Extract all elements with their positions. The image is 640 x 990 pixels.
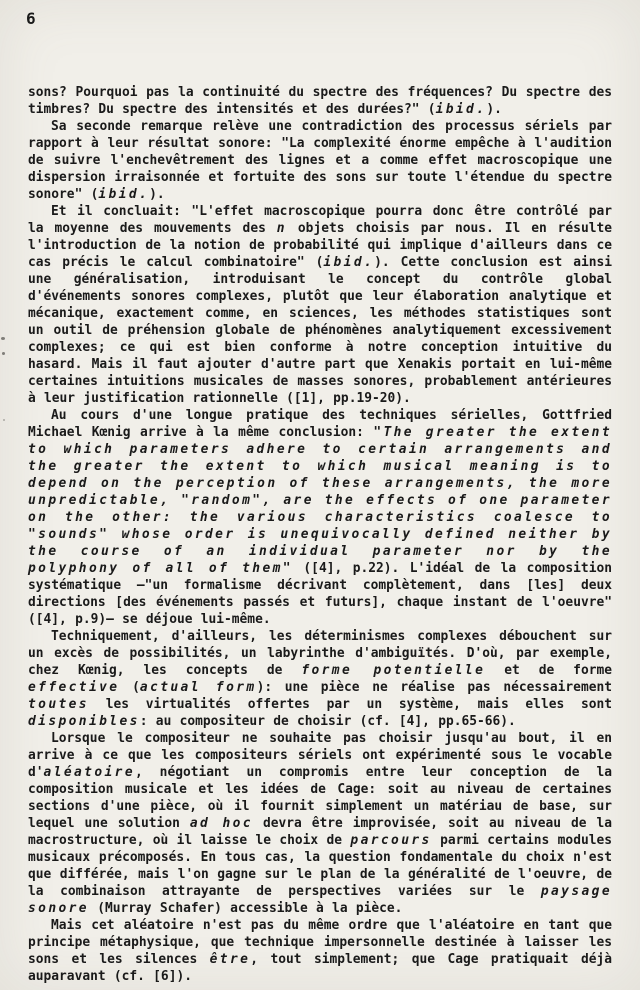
text-segment: , tout simplement; que Cage pratiquait déjà auparavant (cf. [6]). <box>28 952 612 984</box>
text-segment: ( <box>119 680 140 695</box>
italic-text-segment: paysage sonore <box>28 884 612 916</box>
italic-text-segment: disponibles <box>28 714 140 729</box>
italic-text-segment: actual form <box>139 680 257 695</box>
text-segment: ). <box>486 102 502 117</box>
paragraph <box>28 203 612 407</box>
page-text <box>28 84 612 985</box>
text-segment: devra être improvisée, soit au niveau de la macrostructure, où il laisse le choix de <box>28 816 613 848</box>
text-segment: ). <box>149 187 165 202</box>
scan-speck <box>2 352 5 355</box>
italic-text-segment: ibid. <box>98 187 150 202</box>
text-segment: ([4], p.22). L'idéal de la composition systématique —"un formalisme décrivant complètement, dans [les] deux directions [des événements passés et futurs], chaque instant de l'oeuvre" ([4], p.9)— se déjoue lui-même. <box>28 561 612 627</box>
text-segment: Et il concluait: "L'effet macroscopique pourra donc être contrôlé par la moyenne des mouvements des <box>28 204 612 236</box>
text-segment: ): une pièce ne réalise pas nécessairement <box>256 680 612 695</box>
scan-speck <box>3 419 5 421</box>
text-segment: , négotiant un compromis entre leur conception de la composition musicale et les idées de Cage: soit au niveau de certaines sections d'une pièce, où il fournit simplement un matériau de base, sur lequel une solution <box>28 765 612 831</box>
text-segment: sons? Pourquoi pas la continuité du spectre des fréquences? Du spectre des timbres? Du spectre des intensités et des durées?" ( <box>28 85 612 117</box>
text-segment: Mais cet aléatoire n'est pas du même ordre que l'aléatoire en tant que principe métaphysique, que technique impersonnelle destinée à laisser les sons et les silences <box>28 918 612 967</box>
text-segment: objets choisis par nous. Il en résulte l'introduction de la notion de probabilité qui implique d'ailleurs dans ce cas précis le calcul combinatoire" ( <box>28 221 612 270</box>
italic-text-segment: effective <box>28 680 120 695</box>
paragraph <box>28 917 612 985</box>
italic-text-segment: toutes <box>28 697 89 712</box>
paragraph <box>28 118 612 203</box>
text-segment: (Murray Schafer) accessible à la pièce. <box>88 901 403 916</box>
italic-text-segment: ad hoc <box>189 816 253 831</box>
paragraph <box>28 407 612 628</box>
text-segment: ). Cette conclusion est ainsi une généralisation, introduisant le concept du contrôle global d'événements sonores complexes, plutôt que leur élaboration analytique et mécanique, exactement comme, en sciences, les méthodes statistiques sont un outil de préhension globale de phénomènes analytiquement excessivement complexes; ce qui est bien conforme à notre conception intuitive du hasard. Mais il faut ajouter d'autre part que Xenakis portait en lui-même certaines intuitions musicales de masses sonores, probablement antérieures à leur justification rationnelle ([1], pp.19-20). <box>28 255 612 406</box>
text-segment: Au cours d'une longue pratique des techniques sérielles, Gottfried Michael Kœnig arrive à la même conclusion: <box>28 408 612 440</box>
italic-text-segment: être <box>209 952 251 967</box>
italic-text-segment: ibid. <box>323 255 375 270</box>
paragraph <box>28 730 612 917</box>
italic-text-segment: forme potentielle <box>301 663 486 678</box>
text-segment: parmi certains modules musicaux précomposés. En tous cas, la question fondamentale du choix n'est que différée, mais l'on gagne sur le plan de la généralité de l'oeuvre, de la combinaison attrayante de perspectives variées sur le <box>28 833 613 899</box>
text-segment: Lorsque le compositeur ne souhaite pas choisir jusqu'au bout, il en arrive à ce que les compositeurs sériels ont expérimenté sous le vocable d' <box>28 731 612 780</box>
text-segment: Techniquement, d'ailleurs, les déterminismes complexes débouchent sur un excès de possibilités, un labyrinthe d'ambiguïtés. D'où, par exemple, chez Kœnig, les concepts de <box>28 629 612 678</box>
paragraph <box>28 628 612 730</box>
italic-text-segment: "The greater the extent to which parameters adhere to certain arrangements and the greater the extent to which musical meaning is to depend on the perception of these arrangements, the more unpredictable, "random", are the effects of one parameter on the other: the various characteristics coalesce to "sounds" whose order is unequivocally defined neither by the course of an individual parameter nor by the polyphony of all of them" <box>28 425 613 576</box>
italic-text-segment: parcours <box>350 833 432 848</box>
text-segment: : au compositeur de choisir (cf. [4], pp.65-66). <box>139 714 516 729</box>
italic-text-segment: aléatoire <box>43 765 135 780</box>
text-segment: et de forme <box>485 663 612 678</box>
text-segment: les virtualités offertes par un système, mais elles sont <box>88 697 612 712</box>
text-segment: Sa seconde remarque relève une contradiction des processus sériels par rapport à leur résultat sonore: "La complexité énorme empêche à l'audition de suivre l'enchevêtrement des lignes et a comme effet macroscopique une dispersion irraisonnée et fortuite des sons sur toute l'étendue du spectre sonore" ( <box>28 119 612 202</box>
italic-text-segment: n <box>276 221 287 236</box>
scan-speck <box>1 337 5 340</box>
page-number: 6 <box>26 9 36 28</box>
paragraph <box>28 84 612 118</box>
italic-text-segment: ibid. <box>435 102 487 117</box>
